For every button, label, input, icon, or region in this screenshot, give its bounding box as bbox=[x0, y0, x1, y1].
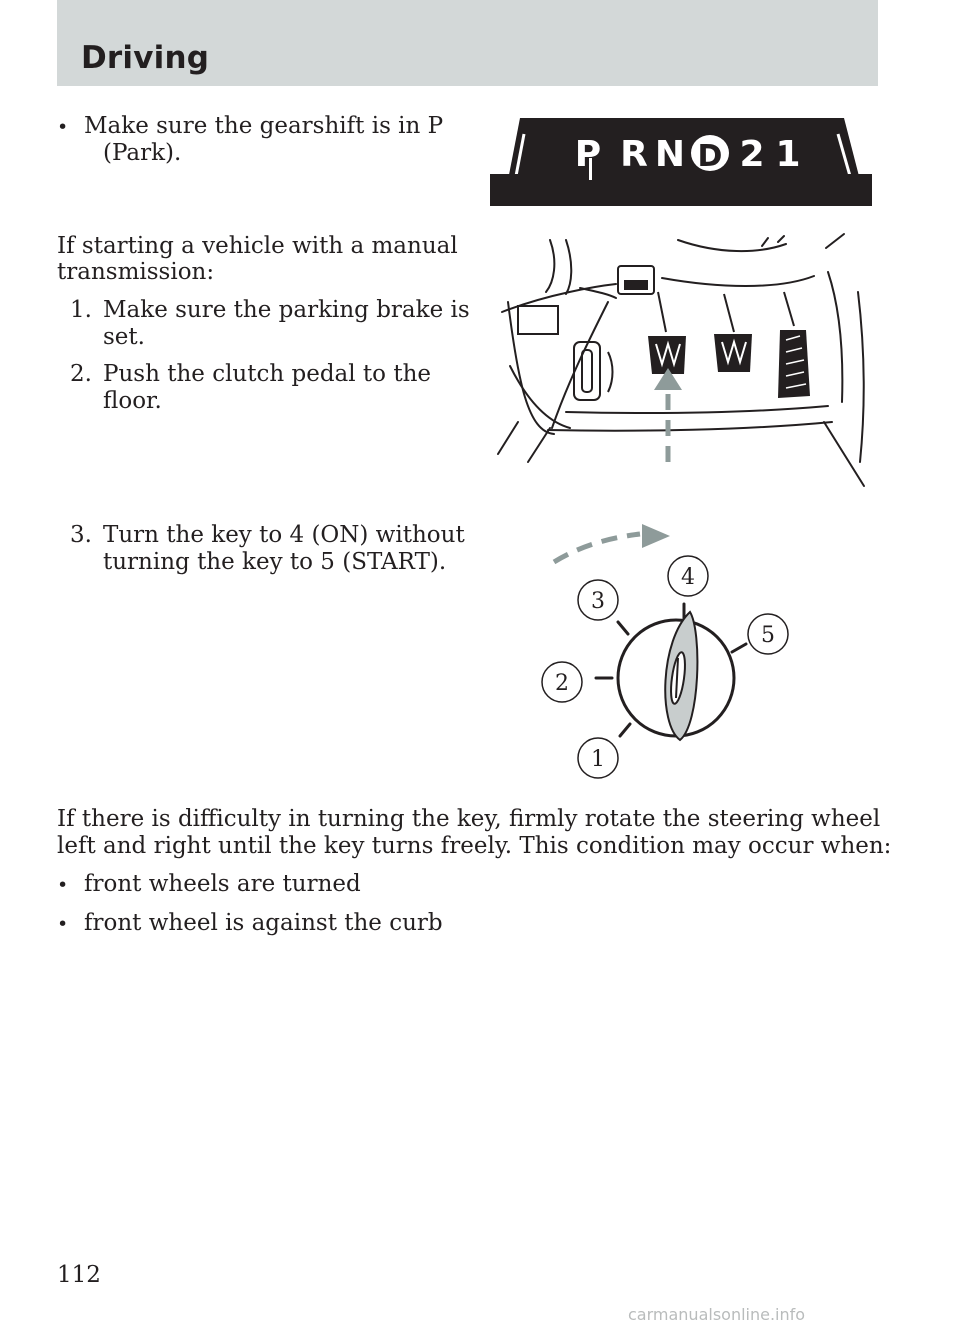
position-1-label: 1 bbox=[591, 747, 605, 772]
pedals-illustration bbox=[488, 232, 873, 496]
difficulty-line-1: If there is difficulty in turning the key, firmly rotate the steering wheel bbox=[57, 806, 881, 832]
step-3-line-1: Turn the key to 4 (ON) without bbox=[103, 522, 465, 548]
condition-item: front wheel is against the curb bbox=[84, 910, 443, 936]
gear-label-d: D bbox=[697, 139, 723, 174]
step-2-line-1: Push the clutch pedal to the bbox=[103, 361, 431, 387]
tick-3 bbox=[618, 622, 628, 634]
brake-arm bbox=[724, 294, 734, 332]
brake-pedal bbox=[714, 334, 752, 372]
manual-intro-line-2: transmission: bbox=[57, 259, 215, 285]
page-header bbox=[57, 0, 878, 86]
gear-label-2: 2 bbox=[739, 134, 765, 175]
watermark: carmanualsonline.info bbox=[628, 1305, 806, 1324]
clutch-pedal bbox=[648, 336, 686, 374]
accelerator-pedal bbox=[778, 330, 810, 398]
bullet-park-line-1: Make sure the gearshift is in P bbox=[84, 113, 444, 139]
step-1-line-1: Make sure the parking brake is bbox=[103, 297, 470, 323]
rotation-arrow bbox=[554, 534, 640, 562]
gear-indicator-illustration bbox=[488, 112, 874, 208]
clutch-arm bbox=[658, 292, 666, 332]
bullet-icon: • bbox=[57, 874, 69, 896]
step-3-number: 3. bbox=[70, 522, 92, 548]
bullet-park-line-2: (Park). bbox=[103, 140, 182, 166]
rotation-arrow-head bbox=[642, 524, 670, 548]
gear-label-1: 1 bbox=[775, 134, 801, 175]
position-3-label: 3 bbox=[591, 589, 605, 614]
bullet-icon: • bbox=[57, 913, 69, 935]
difficulty-line-2: left and right until the key turns freely. This condition may occur when: bbox=[57, 833, 892, 859]
gear-label-p: P bbox=[574, 134, 602, 175]
gear-label-r: R bbox=[620, 134, 648, 175]
gear-indicator-base bbox=[490, 174, 872, 206]
step-3-line-2: turning the key to 5 (START). bbox=[103, 549, 447, 575]
accelerator-arm bbox=[784, 292, 794, 326]
section-title: Driving bbox=[81, 40, 210, 76]
position-2-label: 2 bbox=[555, 671, 569, 696]
page-number: 112 bbox=[57, 1262, 101, 1288]
step-2-number: 2. bbox=[70, 361, 92, 387]
ignition-illustration bbox=[530, 520, 800, 782]
step-2-line-2: floor. bbox=[103, 388, 162, 414]
step-1-line-2: set. bbox=[103, 324, 145, 350]
bullet-icon: • bbox=[57, 116, 69, 138]
condition-item: front wheels are turned bbox=[84, 871, 361, 897]
step-1-number: 1. bbox=[70, 297, 92, 323]
gear-label-n: N bbox=[654, 134, 686, 175]
tick-5 bbox=[732, 644, 746, 652]
dash-box bbox=[518, 306, 558, 334]
tick-1 bbox=[620, 724, 630, 736]
manual-intro-line-1: If starting a vehicle with a manual bbox=[57, 233, 458, 259]
position-4-label: 4 bbox=[681, 565, 695, 590]
position-5-label: 5 bbox=[761, 623, 775, 648]
